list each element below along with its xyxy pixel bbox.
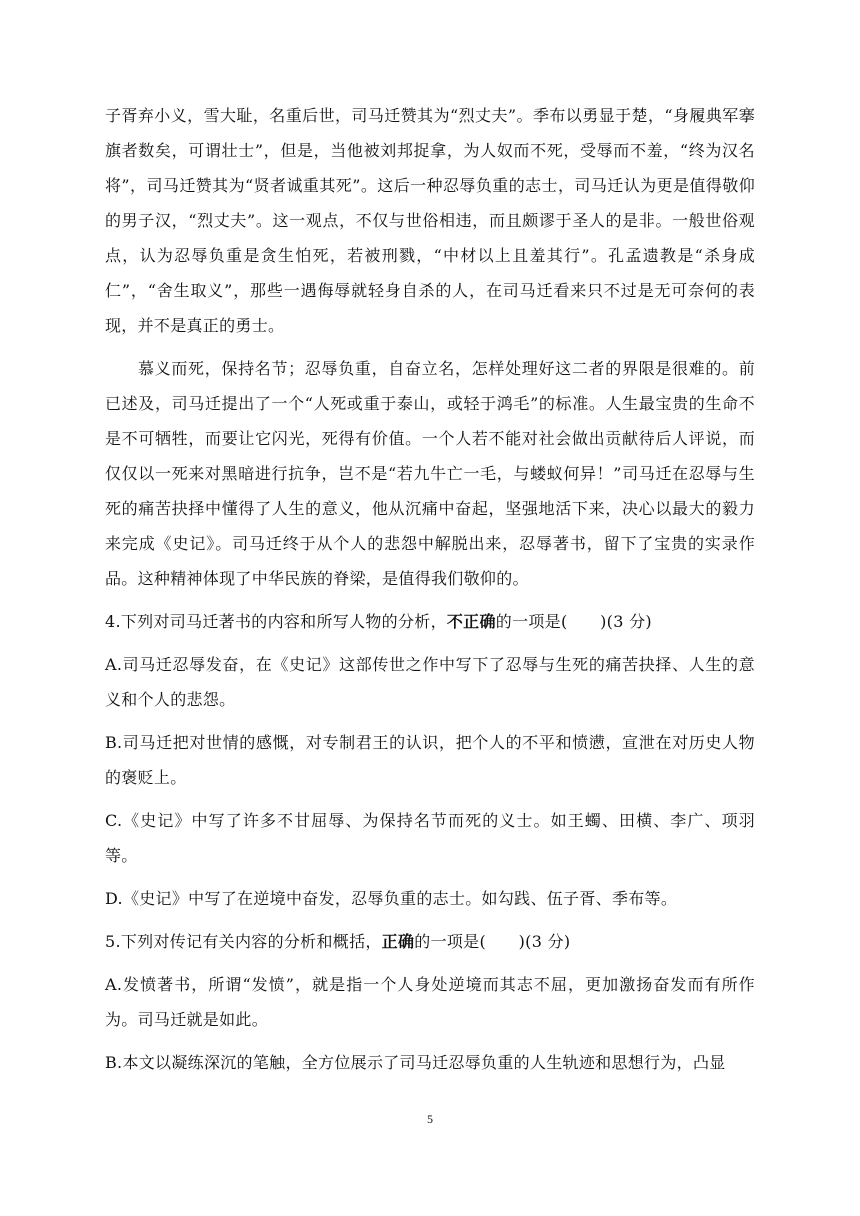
question-4-option-c: C.《史记》中写了许多不甘屈辱、为保持名节而死的义士。如王蠋、田横、李广、项羽等。 bbox=[105, 811, 755, 865]
question-5-option-b: B.本文以凝练深沉的笔触，全方位展示了司马迁忍辱负重的人生轨迹和思想行为，凸显 bbox=[105, 1053, 726, 1072]
question-4-suffix: 的一项是( )(3 分) bbox=[495, 612, 652, 631]
question-4-emphasis: 不正确 bbox=[446, 612, 496, 631]
question-5-stem bbox=[105, 924, 755, 959]
question-4-prefix: 4.下列对司马迁著书的内容和所写人物的分析， bbox=[105, 612, 447, 631]
page-number: 5 bbox=[427, 1112, 433, 1126]
question-4-stem bbox=[105, 604, 755, 639]
document-body bbox=[105, 98, 755, 1080]
question-4-option-a: A.司马迁忍辱发奋，在《史记》这部传世之作中写下了忍辱与生死的痛苦抉择、人生的意义和个人的悲怨。 bbox=[105, 655, 755, 709]
question-4-option-d: D.《史记》中写了在逆境中奋发，忍辱负重的志士。如勾践、伍子胥、季布等。 bbox=[105, 889, 678, 908]
question-4-option-b: B.司马迁把对世情的感慨，对专制君王的认识，把个人的不平和愤懑，宣泄在对历史人物的褒贬上。 bbox=[105, 733, 755, 787]
question-5-suffix: 的一项是( )(3 分) bbox=[414, 932, 571, 951]
passage-paragraph-2: 慕义而死，保持名节；忍辱负重，自奋立名，怎样处理好这二者的界限是很难的。前已述及，司马迁提出了一个“人死或重于泰山，或轻于鸿毛”的标准。人生最宝贵的生命不是不可牺牲，而要让它闪光，死得有价值。一个人若不能对社会做出贡献待后人评说，而仅仅以一死来对黑暗进行抗争，岂不是“若九牛亡一毛，与蝼蚁何异！”司马迁在忍辱与生死的痛苦抉择中懂得了人生的意义，他从沉痛中奋起，坚强地活下来，决心以最大的毅力来完成《史记》。司马迁终于从个人的悲怨中解脱出来，忍辱著书，留下了宝贵的实录作品。这种精神体现了中华民族的脊梁，是值得我们敬仰的。 bbox=[105, 359, 755, 588]
question-5-prefix: 5.下列对传记有关内容的分析和概括， bbox=[105, 932, 382, 951]
passage-paragraph-1: 子胥弃小义，雪大耻，名重后世，司马迁赞其为“烈丈夫”。季布以勇显于楚，“身履典军搴旗者数矣，可谓壮士”，但是，当他被刘邦捉拿，为人奴而不死，受辱而不羞，“终为汉名将”，司马迁赞其为“贤者诚重其死”。这后一种忍辱负重的志士，司马迁认为更是值得敬仰的男子汉，“烈丈夫”。这一观点，不仅与世俗相违，而且颇谬于圣人的是非。一般世俗观点，认为忍辱负重是贪生怕死，若被刑戮，“中材以上且羞其行”。孔孟遗教是“杀身成仁”，“舍生取义”，那些一遇侮辱就轻身自杀的人，在司马迁看来只不过是无可奈何的表现，并不是真正的勇士。 bbox=[105, 106, 755, 335]
question-5-emphasis: 正确 bbox=[381, 932, 415, 951]
question-5-option-a: A.发愤著书，所谓“发愤”，就是指一个人身处逆境而其志不屈，更加激扬奋发而有所作为。司马迁就是如此。 bbox=[105, 975, 755, 1029]
